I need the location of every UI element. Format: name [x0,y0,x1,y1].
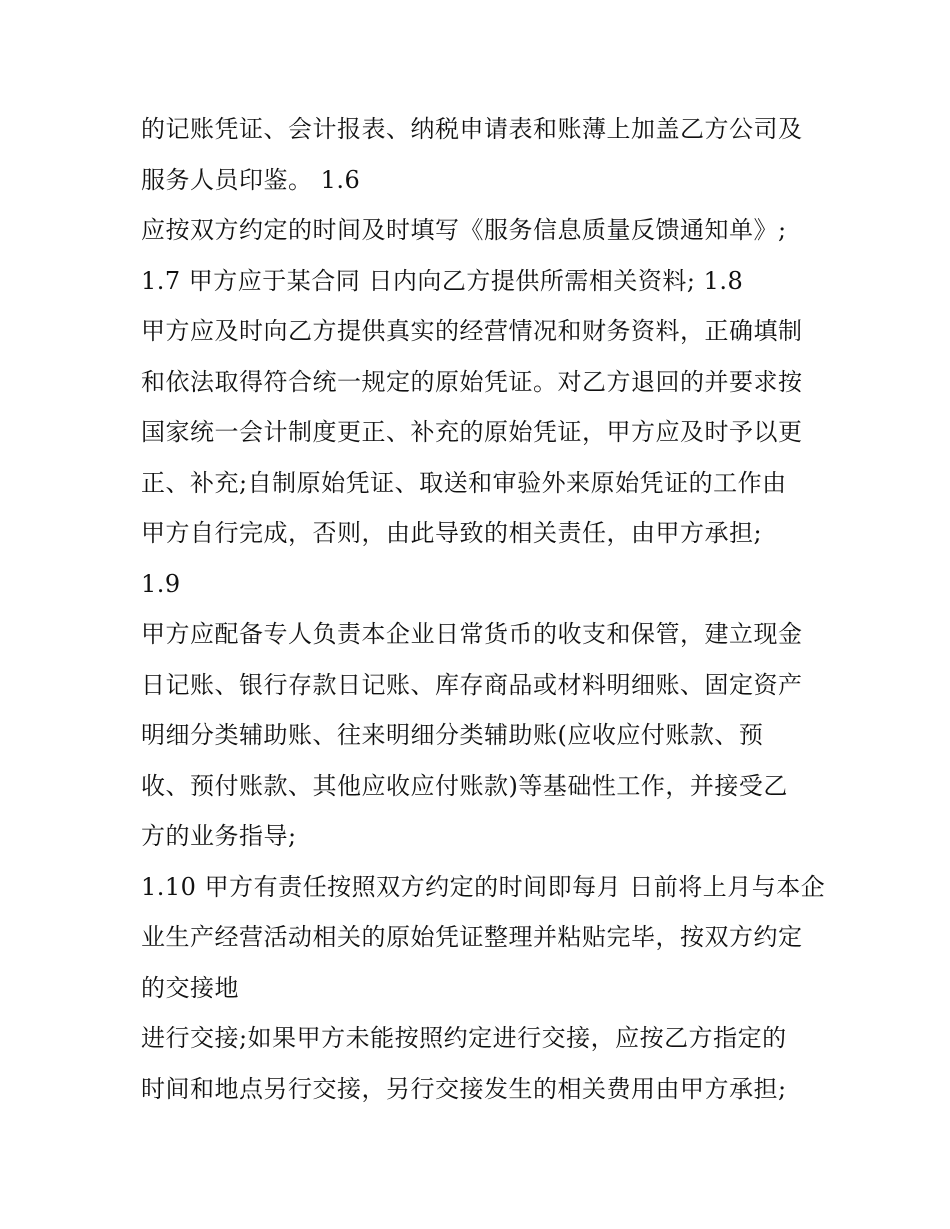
text-line: 1.9 [141,569,181,598]
text-line: 明细分类辅助账、往来明细分类辅助账(应收应付账款、预 [141,721,764,749]
text-line: 服务人员印鉴。 1.6 [141,165,361,194]
text-line: 时间和地点另行交接，另行交接发生的相关费用由甲方承担; [141,1074,787,1103]
text-line: 进行交接;如果甲方未能按照约定进行交接，应按乙方指定的 [141,1024,787,1052]
text-line: 1.10 甲方有责任按照双方约定的时间即每月 日前将上月与本企 [141,872,826,901]
document-body [141,104,831,1114]
text-line: 甲方应及时向乙方提供真实的经营情况和财务资料，正确填制 [141,317,803,345]
text-line: 正、补充;自制原始凭证、取送和审验外来原始凭证的工作由 [141,468,787,497]
text-line: 业生产经营活动相关的原始凭证整理并粘贴完毕，按双方约定 [141,923,803,951]
text-line: 和依法取得符合统一规定的原始凭证。对乙方退回的并要求按 [141,367,803,396]
text-line: 的交接地 [141,973,239,1002]
text-line: 1.7 甲方应于某合同 日内向乙方提供所需相关资料; 1.8 [141,266,744,295]
text-line: 的记账凭证、会计报表、纳税申请表和账薄上加盖乙方公司及 [141,115,803,143]
text-line: 国家统一会计制度更正、补充的原始凭证，甲方应及时予以更 [141,418,803,446]
text-line: 日记账、银行存款日记账、库存商品或材料明细账、固定资产 [141,670,803,699]
text-line: 收、预付账款、其他应收应付账款)等基础性工作，并接受乙 [141,771,788,800]
text-line: 甲方应配备专人负责本企业日常货币的收支和保管，建立现金 [141,620,803,648]
text-line: 方的业务指导; [141,822,297,850]
text-line: 甲方自行完成，否则，由此导致的相关责任，由甲方承担; [141,519,763,547]
text-line: 应按双方约定的时间及时填写《服务信息质量反馈通知单》; [141,216,787,244]
